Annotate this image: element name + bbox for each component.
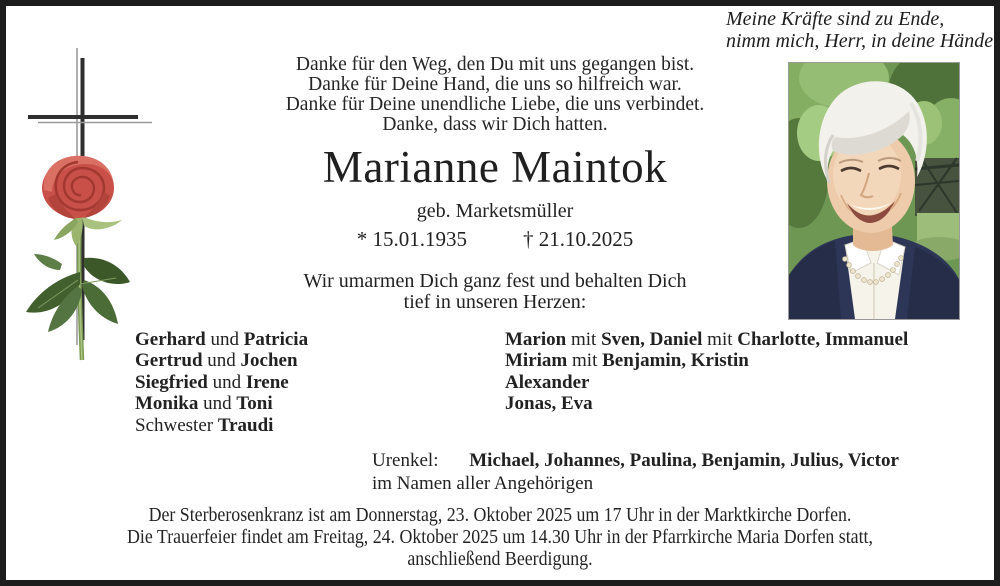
epitaph-verse: Meine Kräfte sind zu Ende, nimm mich, Herr, in deine Hände. [726,8,999,52]
birth-date: * 15.01.1935 [356,227,467,251]
thanks-poem: Danke für den Weg, den Du mit uns gegangen bist. Danke für Deine Hand, die uns so hilfreich war. Danke für Deine unendliche Liebe, die uns verbindet. Danke, dass wir Dich hatten. [285,54,705,135]
life-dates [240,227,750,252]
great-grandchildren-line [372,450,899,472]
farewell-lines: Wir umarmen Dich ganz fest und behalten Dich tief in unseren Herzen: [303,270,687,313]
death-date: † 21.10.2025 [523,227,634,251]
mourners-left-column: Gerhard und Patricia Gertrud und Jochen Siegfried und Irene Monika und Toni Schwester Traudi [135,329,309,436]
cross-rose-illustration [18,40,183,365]
maiden-name: geb. Marketsmüller [416,200,574,222]
rose-icon [26,156,130,360]
mourners-right-column: Marion mit Sven, Daniel mit Charlotte, Immanuel Miriam mit Benjamin, Kristin Alexander Jonas, Eva [505,329,909,415]
great-grandchildren-names: Michael, Johannes, Paulina, Benjamin, Julius, Victor [469,450,899,471]
closing-line: im Namen aller Angehörigen [372,473,594,494]
great-grandchildren-label: Urenkel: [372,450,439,471]
service-information: Der Sterberosenkranz ist am Donnerstag, 23. Oktober 2025 um 17 Uhr in der Marktkirche Dorfen. Die Trauerfeier findet am Freitag, 24. Oktober 2025 um 14.30 Uhr in der Pfarrkirche Maria Dorfen statt, anschließend Beerdigung. [127,504,873,570]
portrait-photo [788,62,960,320]
deceased-name: Marianne Maintok [322,142,668,192]
